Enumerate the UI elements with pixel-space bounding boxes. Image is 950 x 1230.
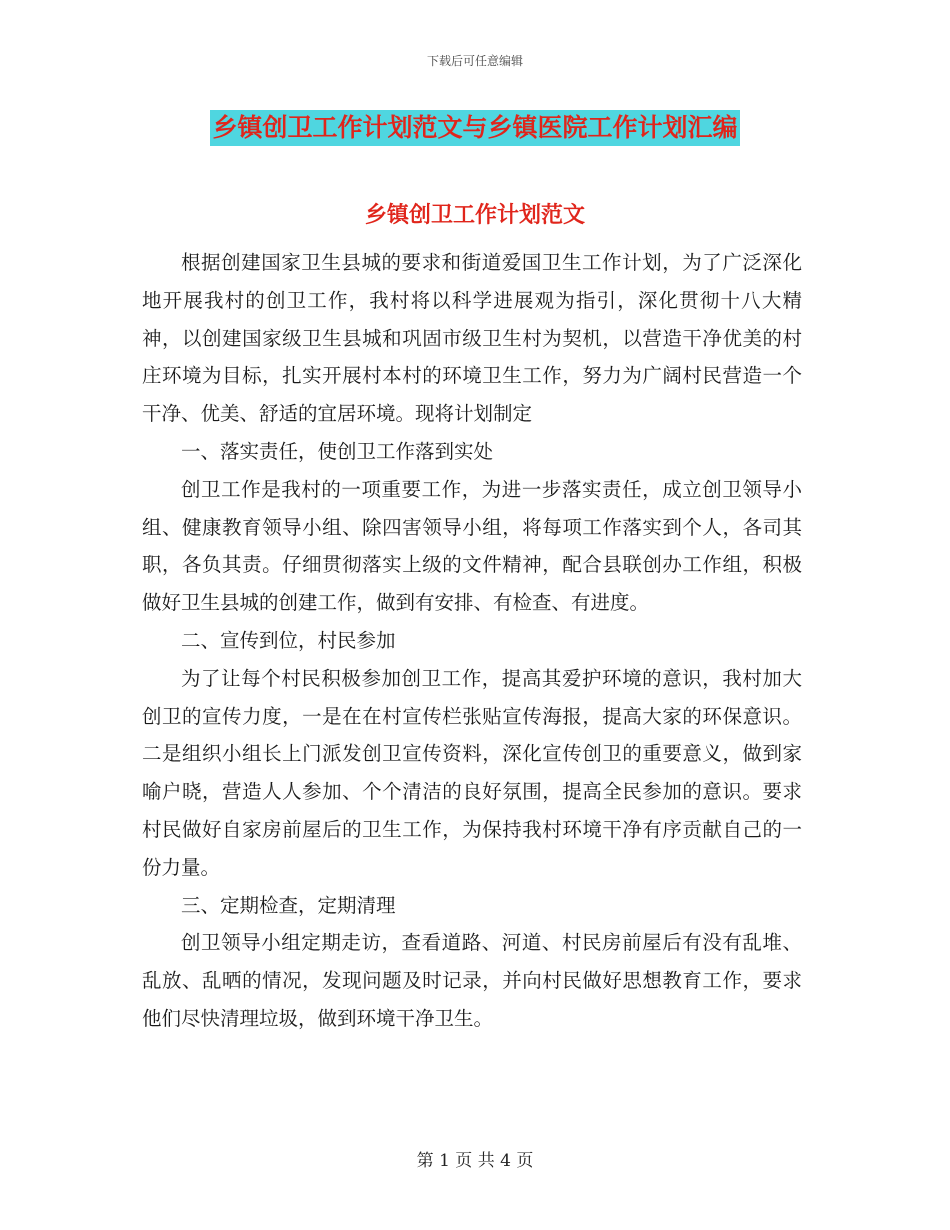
heading-1: 一、落实责任，使创卫工作落到实处: [181, 439, 494, 463]
document-title: [0, 110, 950, 149]
paragraph-2: 为了让每个村民积极参加创卫工作，提高其爱护环境的意识，我村加大创卫的宣传力度，一是在在村宣传栏张贴宣传海报，提高大家的环保意识。二是组织小组长上门派发创卫宣传资料，深化宣传创卫的重要意义，做到家喻户晓，营造人人参加、个个清洁的良好氛围，提高全民参加的意识。要求村民做好自家房前屋后的卫生工作，为保持我村环境干净有序贡献自己的一份力量。: [142, 666, 802, 879]
page-number: 第 1 页 共 4 页: [416, 1151, 534, 1171]
paragraph-intro: 根据创建国家卫生县城的要求和街道爱国卫生工作计划，为了广泛深化地开展我村的创卫工作，我村将以科学进展观为指引，深化贯彻十八大精神，以创建国家级卫生县城和巩固市级卫生村为契机，以营造干净优美的村庄环境为目标，扎实开展村本村的环境卫生工作，努力为广阔村民营造一个干净、优美、舒适的宜居环境。现将计划制定: [142, 251, 802, 426]
paragraph-1: 创卫工作是我村的一项重要工作，为进一步落实责任，成立创卫领导小组、健康教育领导小组、除四害领导小组，将每项工作落实到个人，各司其职，各负其责。仔细贯彻落实上级的文件精神，配合县联创办工作组，积极做好卫生县城的创建工作，做到有安排、有检查、有进度。: [142, 477, 802, 615]
document-title-text: 乡镇创卫工作计划范文与乡镇医院工作计划汇编: [210, 110, 739, 146]
heading-2: 二、宣传到位，村民参加: [181, 628, 396, 652]
section-title: 乡镇创卫工作计划范文: [364, 203, 585, 228]
heading-3: 三、定期检查，定期清理: [181, 893, 396, 917]
paragraph-3: 创卫领导小组定期走访，查看道路、河道、村民房前屋后有没有乱堆、乱放、乱晒的情况，发现问题及时记录，并向村民做好思想教育工作，要求他们尽快清理垃圾，做到环境干净卫生。: [142, 931, 802, 1030]
document-body: [142, 244, 802, 1038]
page-header-note: 下载后可任意编辑: [426, 54, 523, 68]
